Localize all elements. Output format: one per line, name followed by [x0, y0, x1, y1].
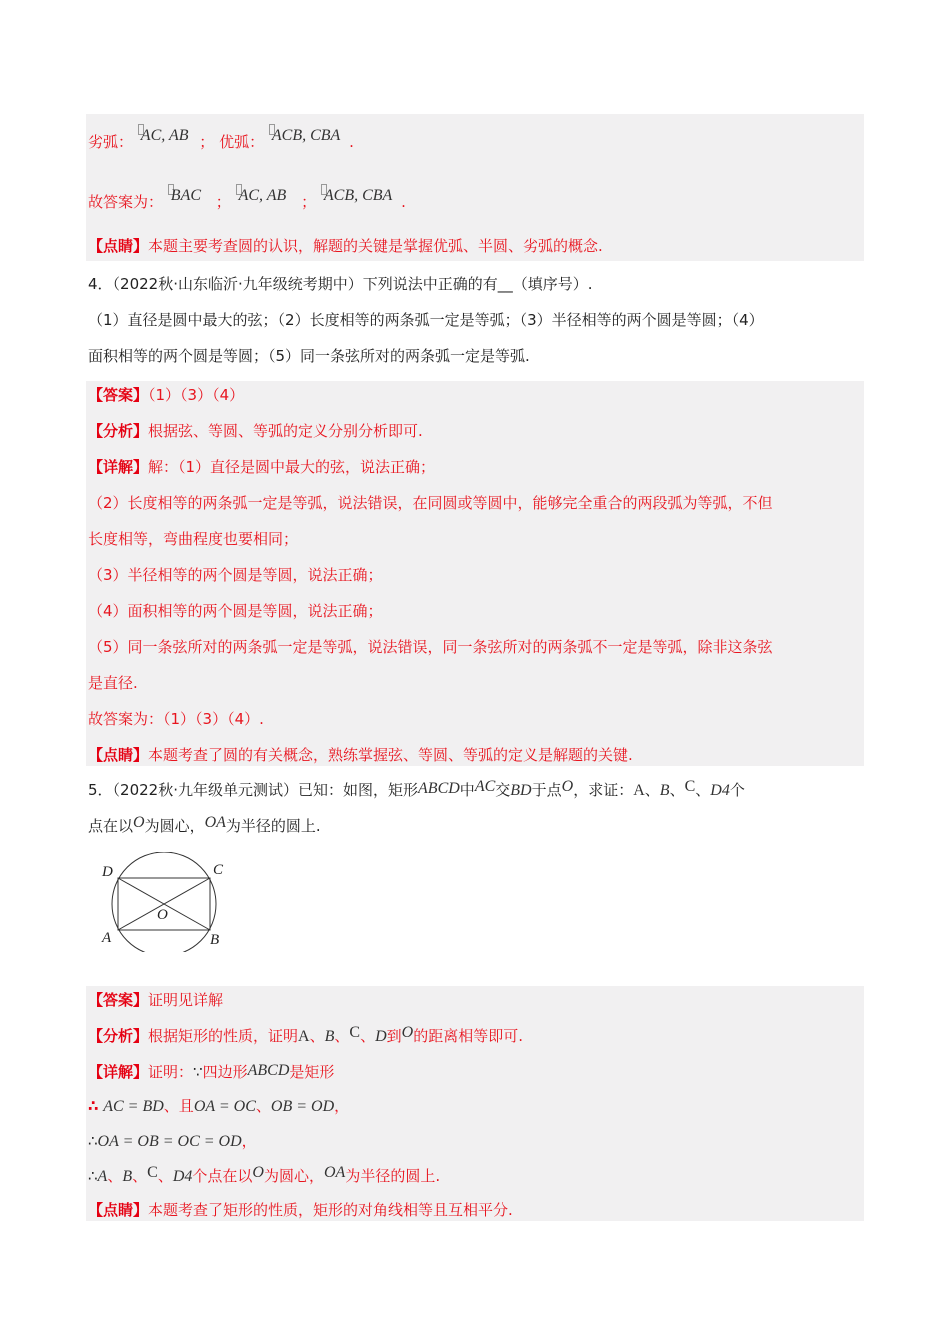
q4-options-line1: （1）直径是圆中最大的弦；（2）长度相等的两条弧一定是等弧；（3）半径相等的两个圆是等圆；（4）: [88, 311, 764, 329]
separator: 、: [255, 1097, 271, 1115]
math-a: A: [298, 1028, 310, 1045]
math-d4: D4: [172, 1168, 193, 1185]
q4-dianjing: [88, 745, 633, 765]
q5-analysis: 【分析】根据矩形的性质，证明A、B、C、D到O的距离相等即可.: [88, 1024, 524, 1045]
math-ac: AC: [474, 778, 496, 795]
analysis-tag: 【分析】: [88, 1027, 149, 1045]
conclusion-text: 为圆心，: [263, 1167, 324, 1185]
semicircle-math: BAC: [170, 187, 202, 204]
q5-detail-line2: [88, 1096, 349, 1117]
label-b: B: [210, 932, 220, 948]
q4-header: [88, 274, 593, 294]
question-stem: 下列说法中正确的有__（填序号）.: [362, 275, 593, 293]
math-c: C: [684, 778, 696, 795]
analysis-text: 根据弦、等圆、等弧的定义分别分析即可.: [148, 422, 423, 440]
minor-arcs-math: AC, AB: [140, 127, 189, 144]
q4-final-answer: 故答案为：（1）（3）（4）.: [88, 710, 264, 728]
rectangle-in-circle-figure: [88, 852, 228, 952]
separator: 、: [360, 1027, 376, 1045]
q4-detail-line3: 长度相等，弯曲程度也要相同；: [88, 530, 299, 548]
equation-all-equal: OA = OB = OC = OD: [97, 1133, 242, 1150]
minor-arcs-math: AC, AB: [238, 187, 287, 204]
period: .: [401, 193, 406, 211]
math-a: A: [633, 782, 645, 799]
dianjing-text: 本题主要考查圆的认识，解题的关键是掌握优弧、半圆、劣弧的概念.: [148, 237, 603, 255]
math-abcd: ABCD: [247, 1062, 290, 1079]
separator: ；: [301, 193, 317, 211]
separator: 、: [334, 1027, 350, 1045]
answer-text: 证明见详解: [148, 991, 224, 1009]
math-d4: D4: [710, 782, 730, 799]
equation-ob-od: OB = OD: [270, 1098, 335, 1115]
major-arc-label: 优弧：: [219, 133, 265, 151]
q5-header-line2: [88, 816, 321, 837]
stem-text: 为半径的圆上.: [225, 817, 321, 835]
q3-final-answer: [88, 187, 406, 213]
stem-text: 交: [495, 781, 511, 799]
separator: 、: [669, 781, 685, 799]
q4-options-line2: 面积相等的两个圆是等圆；（5）同一条弦所对的两条弧一定是等弧.: [88, 347, 530, 365]
math-o: O: [252, 1164, 264, 1181]
conclusion-text: 个点在以: [192, 1167, 253, 1185]
analysis-text: 的距离相等即可.: [413, 1027, 524, 1045]
question-number: 4．: [88, 275, 113, 293]
stem-text: 中: [459, 781, 475, 799]
stem-text: ，求证：: [573, 781, 634, 799]
detail-text: 解：（1）直径是圆中最大的弦，说法正确；: [148, 458, 436, 476]
separator: 、: [107, 1167, 123, 1185]
label-o: O: [157, 907, 168, 923]
math-bd: BD: [510, 782, 532, 799]
q4-answer: [88, 385, 244, 405]
q4-detail-line7: 是直径.: [88, 674, 138, 692]
math-abcd: ABCD: [418, 780, 460, 797]
math-b: B: [659, 782, 670, 799]
detail-tag: 【详解】: [88, 458, 149, 476]
detail-text: 四边形: [202, 1063, 248, 1081]
separator: 、: [132, 1167, 148, 1185]
stem-text: 已知：如图，矩形: [298, 781, 419, 799]
answer-tag: 【答案】: [88, 991, 149, 1009]
answer-prefix: 故答案为：: [88, 193, 164, 211]
q5-dianjing: [88, 1200, 513, 1220]
dianjing-tag: 【点睛】: [88, 1201, 149, 1219]
answer-tag: 【答案】: [88, 386, 149, 404]
separator: 、: [157, 1167, 173, 1185]
math-oa: OA: [204, 814, 226, 831]
circle-shape: [112, 852, 216, 952]
stem-text: 个: [729, 781, 745, 799]
label-a: A: [102, 930, 112, 946]
detail-text: 是矩形: [289, 1063, 335, 1081]
therefore-symbol: ∴: [88, 1132, 98, 1150]
therefore-symbol: ∴: [88, 1167, 98, 1185]
analysis-tag: 【分析】: [88, 422, 149, 440]
minor-arc-label: 劣弧：: [88, 133, 134, 151]
answer-text: （1）（3）（4）: [148, 386, 245, 404]
conclusion-text: 为半径的圆上.: [345, 1167, 441, 1185]
comma: ，: [241, 1132, 257, 1150]
stem-text: 点在以: [88, 817, 134, 835]
separator: ；: [215, 193, 231, 211]
equation-ac-bd: AC = BD: [103, 1098, 164, 1115]
label-c: C: [213, 862, 224, 878]
dianjing-text: 本题考查了圆的有关概念，熟练掌握弦、等圆、等弧的定义是解题的关键.: [148, 746, 633, 764]
separator: 、: [309, 1027, 325, 1045]
q4-detail-line2: （2）长度相等的两条弧一定是等弧，说法错误，在同圆或等圆中，能够完全重合的两段弧为等弧，不但: [88, 494, 773, 512]
separator: 、: [695, 781, 711, 799]
q5-detail-line4: [88, 1166, 440, 1187]
q5-answer: [88, 990, 223, 1010]
label-d: D: [102, 864, 113, 880]
q4-detail-line4: （3）半径相等的两个圆是等圆，说法正确；: [88, 566, 383, 584]
q4-detail-line6: （5）同一条弦所对的两条弧一定是等弧，说法错误，同一条弦所对的两条弧不一定是等弧，除非这条弦: [88, 638, 773, 656]
major-arcs-math: ACB, CBA: [271, 127, 341, 144]
conjunction: 、且: [163, 1097, 194, 1115]
math-o: O: [133, 814, 145, 831]
separator: 、: [644, 781, 660, 799]
stem-text: 为圆心，: [144, 817, 205, 835]
math-b: B: [324, 1028, 335, 1045]
q5-detail-line1: [88, 1062, 334, 1083]
q4-analysis: [88, 421, 423, 441]
question-source: （2022秋·九年级单元测试）: [112, 781, 298, 799]
major-arcs-math: ACB, CBA: [323, 187, 393, 204]
question-source: （2022秋·山东临沂·九年级统考期中）: [112, 275, 363, 293]
dianjing-tag: 【点睛】: [88, 237, 149, 255]
q4-detail-line5: （4）面积相等的两个圆是等圆，说法正确；: [88, 602, 383, 620]
therefore-symbol: ∴: [88, 1097, 99, 1115]
separator: ；: [199, 133, 215, 151]
q5-detail-line3: [88, 1131, 257, 1152]
detail-text: 证明：: [148, 1063, 194, 1081]
math-oa: OA: [323, 1164, 346, 1181]
math-c: C: [147, 1164, 158, 1181]
because-symbol: ∵: [193, 1063, 203, 1081]
q3-minor-major-arcs: [88, 127, 354, 153]
detail-tag: 【详解】: [88, 1063, 149, 1081]
q4-detail-line1: [88, 457, 435, 477]
analysis-text: 到: [386, 1027, 402, 1045]
dianjing-text: 本题考查了矩形的性质，矩形的对角线相等且互相平分.: [148, 1201, 513, 1219]
analysis-text: 根据矩形的性质，证明: [148, 1027, 299, 1045]
period: .: [349, 133, 354, 151]
dianjing-tag: 【点睛】: [88, 746, 149, 764]
equation-oa-oc: OA = OC: [193, 1098, 256, 1115]
math-a: A: [97, 1168, 108, 1185]
math-o: O: [401, 1024, 414, 1041]
comma: ，: [334, 1097, 350, 1115]
math-o: O: [561, 778, 574, 795]
stem-text: 于点: [531, 781, 562, 799]
q5-header: [88, 780, 745, 801]
math-c: C: [349, 1024, 361, 1041]
question-number: 5．: [88, 781, 113, 799]
q3-dianjing: [88, 236, 603, 256]
math-b: B: [122, 1168, 133, 1185]
